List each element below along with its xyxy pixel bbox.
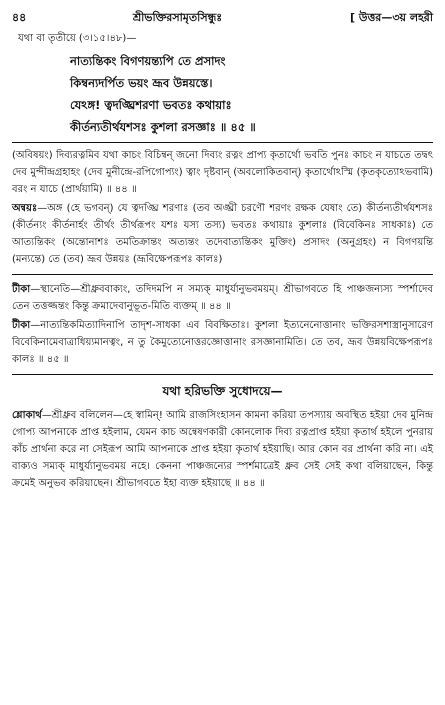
divider xyxy=(12,374,433,375)
anvaya-text: —অঙ্গ (হে ভগবন্) যে ত্বদঙ্ঘ্রি শরণাঃ (তব অঙ্ঘ্রী চরণৌ শরণং রক্ষক যেষাং তে) কীর্তন্যতীর্থযশসঃ (কীর্তন্যং কীর্তনার্হং তীর্থং তীর্থরূপং যশঃ যস্য তস্য) ভবতঃ কথায়াঃ কুশলাঃ (বিবেকিনঃ সাধকাঃ) তে আত্যন্তিকং (অন্তোনাশঃ তমতিক্রান্তং অত্যন্তং তদেবাত্যন্তিকং মুক্তিং) প্রসাদং (অনুগ্রহং) ন বিগণয়ন্তি (মন্যন্তে) তে (তব) ভ্রূব উন্নয়ঃ (ভ্রূবিক্ষেপরূপঃ কালঃ) xyxy=(12,203,433,265)
page-number: ৪৪ xyxy=(12,10,27,24)
commentary-paragraph: (অবিষয়ং) দিব্যরত্নমিব যথা কাচং বিচিন্বন্ জনো দিব্যং রত্নং প্রাপ্য কৃতার্থো ভবতি পুনঃ কাচং ন যাচতে তদ্বৎ দেব মুন্দীন্দ্রগ্রহাহং (দেব মুনীন্দ্রে-রপিগোপ্যং) ত্বাং দৃষ্টবান্ (অবলোকিতবান্) কৃতার্থোঽস্মি (কৃতকৃত্যোঽভবামি) বরং ন যাচে (প্রার্থয়ামি) ॥ ৪৪ ॥ xyxy=(12,150,433,195)
translation-paragraph xyxy=(12,407,433,492)
sloka-label: শ্লোকার্থ xyxy=(12,410,42,421)
section-title: [ উত্তর—৩য় লহরী xyxy=(350,10,433,24)
sub-heading: যথা হরিভক্তি সুধোদয়ে— xyxy=(162,384,283,398)
verse-line: কিম্বন্যদর্পিত ভয়ং ভ্রূব উন্নয়স্তে। xyxy=(70,76,213,90)
translation-text: —শ্রীধ্রুব বলিলেন—হে স্বামিন্! আমি রাজসিংহাসন কামনা করিয়া তপস্যায় অবস্থিত হইয়া দেব মুনিন্দ্র গোপ্য আপনাকে প্রাপ্ত হইলাম, যেমন কাচ অন্বেষণকারী কোনলোক দিব্য রত্নপ্রাপ্ত হইয়া কৃতার্থ হইলে পুনরায় কাঁচ প্রার্থনা করে না সেইরূপ আমি আপনাকে প্রাপ্ত হইয়া কৃতার্থ হইয়াছি। আর কোন বর প্রার্থনা করি না। এই বাক্যও সম্যক্ মাধুর্য্যানুভবময় নহে। কেননা পাঞ্চজন্যের স্পর্শমাত্রেই ধ্রুব সেই সেই কথা বলিয়াছেন, কিন্তু ক্রমেই অনুভব করিয়াছেন। শ্রীভাগবতে ইহা ব্যক্ত হইয়াছে ॥ ৪৪ ॥ xyxy=(12,410,433,489)
verse-line: যেঽঙ্গ! ত্বদঙ্ঘ্রিশরণা ভবতঃ কথায়াঃ xyxy=(70,98,232,112)
page-header xyxy=(12,8,433,28)
verse-line: নাত্যন্তিকং বিগণয়ন্ত্যপি তে প্রসাদং xyxy=(70,54,226,68)
tika-paragraph xyxy=(12,281,433,315)
verse-intro: যথা বা তৃতীয়ে (৩।১৫।৪৮)— xyxy=(18,33,137,44)
anvaya-label: অন্বয়ঃ xyxy=(12,203,38,214)
divider xyxy=(12,274,433,275)
tika-text-2: —নাত্যন্তিকমিত্যাদিনাপি তাদৃশ-সাধকা এব বিবক্ষিতাঃ। কুশলা ইত্যনেনোত্তানাং ভক্তিরসশাস্ত্রানুসারেণ বিবেকিনামেবাত্রাধিয়্যমানত্বং, ন তু কৈমুত্যেনোত্তরজ্ঞোত্তানাং রসজ্ঞানামিতি। তে তব, ভ্রূব উন্নয়বিক্ষেপরূপঃ কালঃ ॥ ৪৫ ॥ xyxy=(12,320,433,365)
verse-line: কীর্তন্যতীর্থযশসঃ কুশলা রসজ্ঞাঃ ॥ ৪৫ ॥ xyxy=(70,120,256,134)
tika-text: —স্থানেতি—শ্রীধ্রুববাক্যং, তদিদমপি ন সম্যক্ মাধুর্যানুভবময়ম্। শ্রীভাগবতে হি পাঞ্চজন্যস্য স্পর্শাদেব তেন তত্তজ্জন্তং কিন্তু ক্রমাদেবানুভূত-মিতি ব্যক্তম্ ॥ ৪৪ ॥ xyxy=(12,284,433,312)
divider xyxy=(12,142,433,143)
tika-label-2: টীকা xyxy=(12,320,31,331)
anvaya-paragraph xyxy=(12,200,433,268)
tika-paragraph-2 xyxy=(12,317,433,368)
running-title: শ্রীভক্তিরসামৃতসিন্ধুঃ xyxy=(132,10,223,24)
verse-block xyxy=(70,50,433,138)
tika-label: টীকা xyxy=(12,284,31,295)
